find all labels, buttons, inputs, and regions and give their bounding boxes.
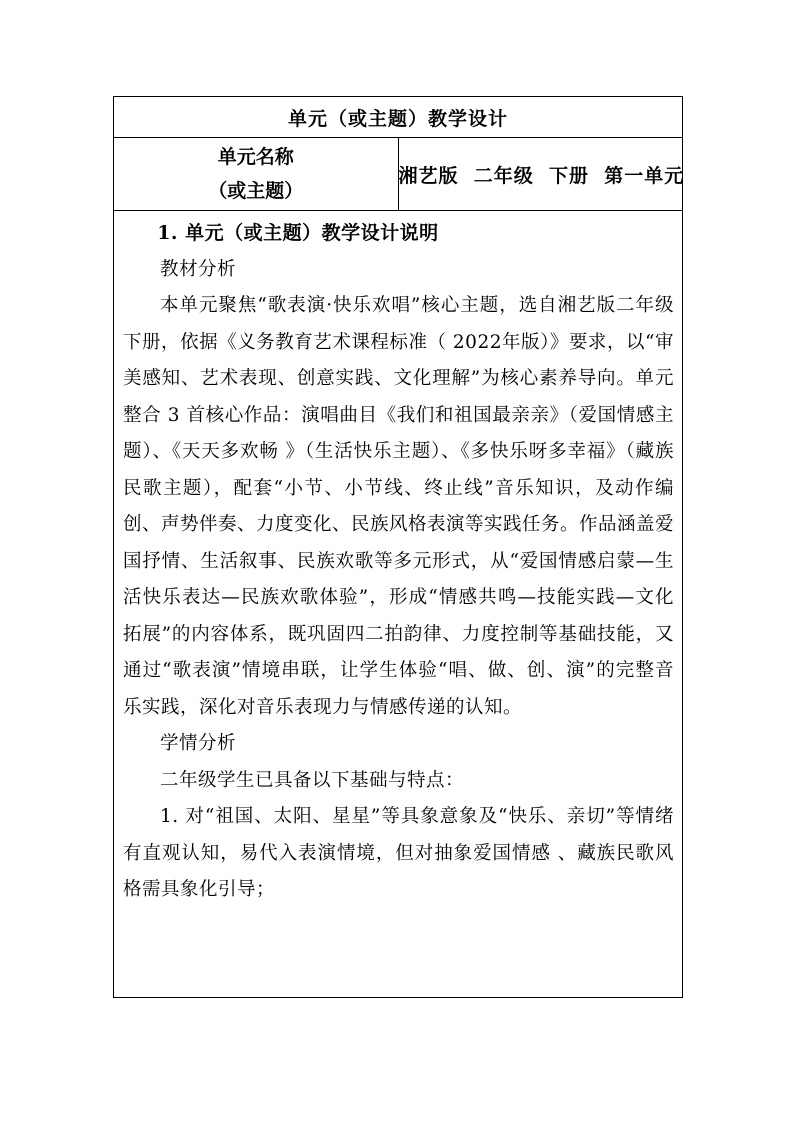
learner-analysis-heading: 学情分析: [160, 733, 237, 754]
content-cell: [114, 211, 683, 998]
unit-name-label-line1: 单元名称: [217, 146, 294, 168]
unit-name-row: [114, 138, 683, 211]
title-row: [114, 97, 683, 138]
teaching-design-table: [113, 96, 683, 998]
unit-name-value: 湘艺版 二年级 下册 第一单元: [398, 138, 683, 211]
content-row: [114, 211, 683, 998]
textbook-analysis-paragraph: 本单元聚焦“歌表演·快乐欢唱”核心主题，选自湘艺版二年级下册，依据《义务教育艺术课程标准（ 2022年版）》要求，以“审美感知、艺术表现、创意实践、文化理解”为核心素养导向。单元整合 3 首核心作品：演唱曲目《我们和祖国最亲亲》（爱国情感主题）、《天天多欢畅 》（生活快乐主题）、《多快乐呀多幸福》（藏族民歌主题），配套“小节、小节线、终止线”音乐知识，及动作编创、声势伴奏、力度变化、民族风格表演等实践任务。作品涵盖爱国抒情、生活叙事、民族欢歌等多元形式，从“爱国情感启蒙—生活快乐表达—民族欢歌体验”，形成“情感共鸣—技能实践—文化拓展”的内容体系，既巩固四二拍韵律、力度控制等基础技能，又通过“歌表演”情境串联，让学生体验“唱、做、创、演”的完整音乐实践，深化对音乐表现力与情感传递的认知。: [123, 295, 675, 718]
unit-name-label-line2: （或主题）: [208, 180, 304, 202]
section-heading: 1. 单元（或主题）教学设计说明: [157, 222, 439, 244]
learner-point-1: 1. 对“祖国、太阳、星星”等具象意象及“快乐、亲切”等情绪有直观认知，易代入表演情境，但对抽象爱国情感 、藏族民歌风格需具象化引导；: [123, 806, 674, 900]
unit-name-label: [114, 138, 399, 211]
textbook-analysis-heading: 教材分析: [160, 258, 237, 280]
table-title: 单元（或主题）教学设计: [114, 97, 683, 138]
learner-analysis-intro: 二年级学生已具备以下基础与特点：: [160, 769, 465, 791]
